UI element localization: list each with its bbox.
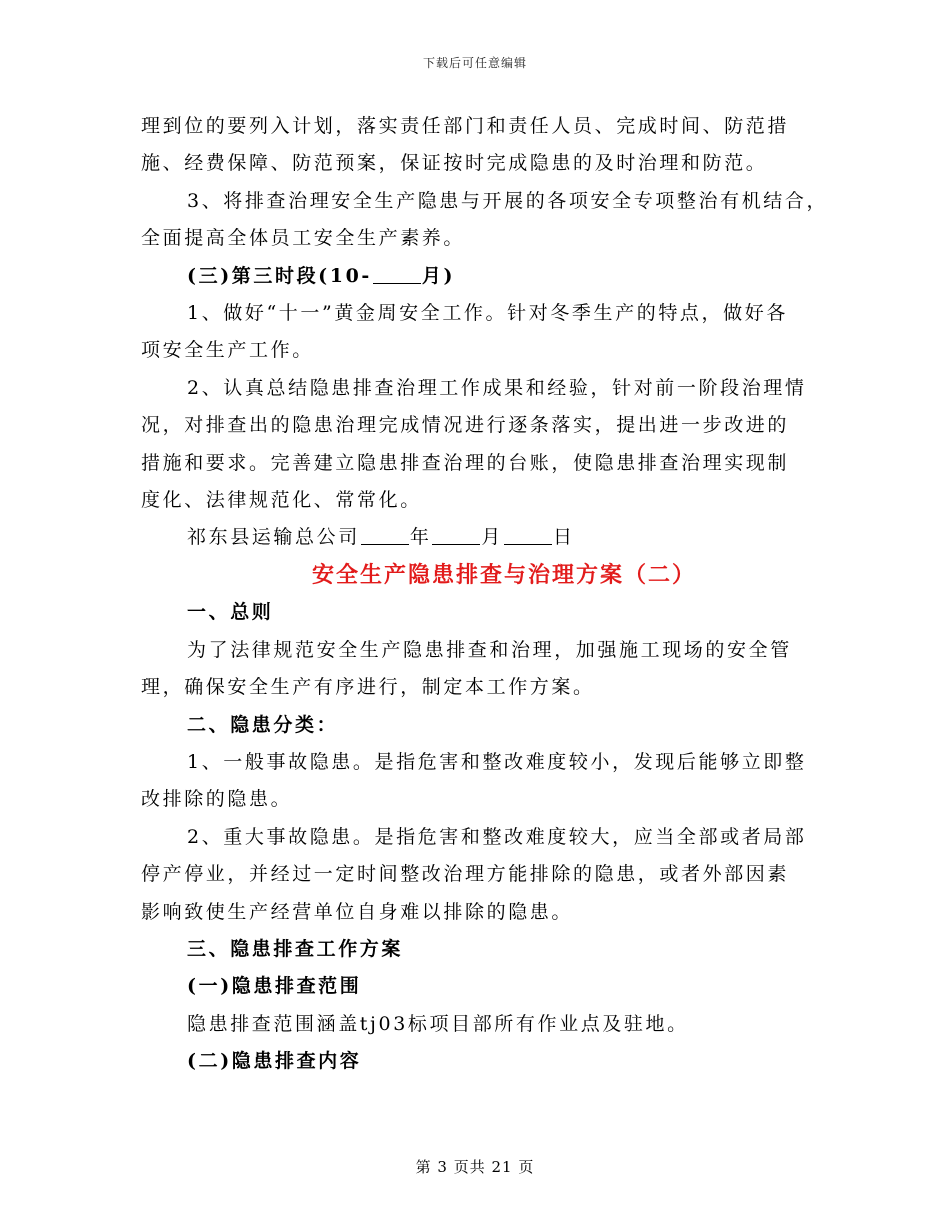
paragraph-line: 3、将排查治理安全生产隐患与开展的各项安全专项整治有机结合， [187, 189, 829, 212]
subsection-heading: (二)隐患排查内容 [187, 1050, 362, 1073]
paragraph-line: 停产停业，并经过一定时间整改治理方能排除的隐患，或者外部因素 [141, 863, 790, 886]
paragraph-line: 1、一般事故隐患。是指危害和整改难度较小，发现后能够立即整 [187, 750, 807, 773]
fill-in-blank [361, 543, 409, 545]
day-label: 日 [553, 526, 575, 549]
paragraph-line: 项安全生产工作。 [141, 339, 314, 362]
paragraph-line: 隐患排查范围涵盖tj03标项目部所有作业点及驻地。 [187, 1012, 689, 1035]
paragraph-line: 施、经费保障、防范预案，保证按时完成隐患的及时治理和防范。 [141, 152, 768, 175]
year-label: 年 [409, 526, 432, 549]
company-name: 祁东县运输总公司 [187, 526, 360, 549]
subsection-heading: (一)隐患排查范围 [187, 975, 362, 998]
paragraph-line: 改排除的隐患。 [141, 788, 293, 811]
paragraph-line: 理，确保安全生产有序进行，制定本工作方案。 [141, 676, 595, 699]
signature-date-line [141, 519, 821, 556]
paragraph-line: 2、认真总结隐患排查治理工作成果和经验，针对前一阶段治理情 [187, 376, 807, 399]
paragraph-line: 1、做好“十一”黄金周安全工作。针对冬季生产的特点，做好各 [187, 302, 788, 325]
paragraph-line: 2、重大事故隐患。是指危害和整改难度较大，应当全部或者局部 [187, 825, 807, 848]
page-number-footer: 第 3 页共 21 页 [415, 1158, 535, 1176]
paragraph-line: 措施和要求。完善建立隐患排查治理的台账，使隐患排查治理实现制 [141, 451, 790, 474]
fill-in-blank [373, 282, 421, 284]
document-body [141, 108, 829, 1081]
document-title: 安全生产隐患排查与治理方案（二） [311, 561, 696, 588]
section-heading: 二、隐患分类： [187, 713, 339, 736]
paragraph-line: 全面提高全体员工安全生产素养。 [141, 227, 466, 250]
heading-text-part: 月) [421, 264, 456, 287]
month-label: 月 [481, 526, 504, 549]
fill-in-blank [432, 543, 480, 545]
section-heading: 一、总则 [187, 601, 274, 624]
paragraph-line: 为了法律规范安全生产隐患排查和治理，加强施工现场的安全管 [187, 638, 792, 661]
paragraph-line: 理到位的要列入计划，落实责任部门和责任人员、完成时间、防范措 [141, 115, 790, 137]
paragraph-line: 况，对排查出的隐患治理完成情况进行逐条落实，提出进一步改进的 [141, 414, 790, 437]
page-header-note: 下载后可任意编辑 [422, 56, 527, 70]
section-heading-third-period [141, 258, 821, 295]
paragraph-line: 影响致使生产经营单位自身难以排除的隐患。 [141, 900, 574, 923]
heading-text-part: (三)第三时段(10- [187, 264, 372, 287]
paragraph-line: 度化、法律规范化、常常化。 [141, 489, 422, 512]
section-heading: 三、隐患排查工作方案 [187, 937, 404, 960]
fill-in-blank [504, 543, 552, 545]
